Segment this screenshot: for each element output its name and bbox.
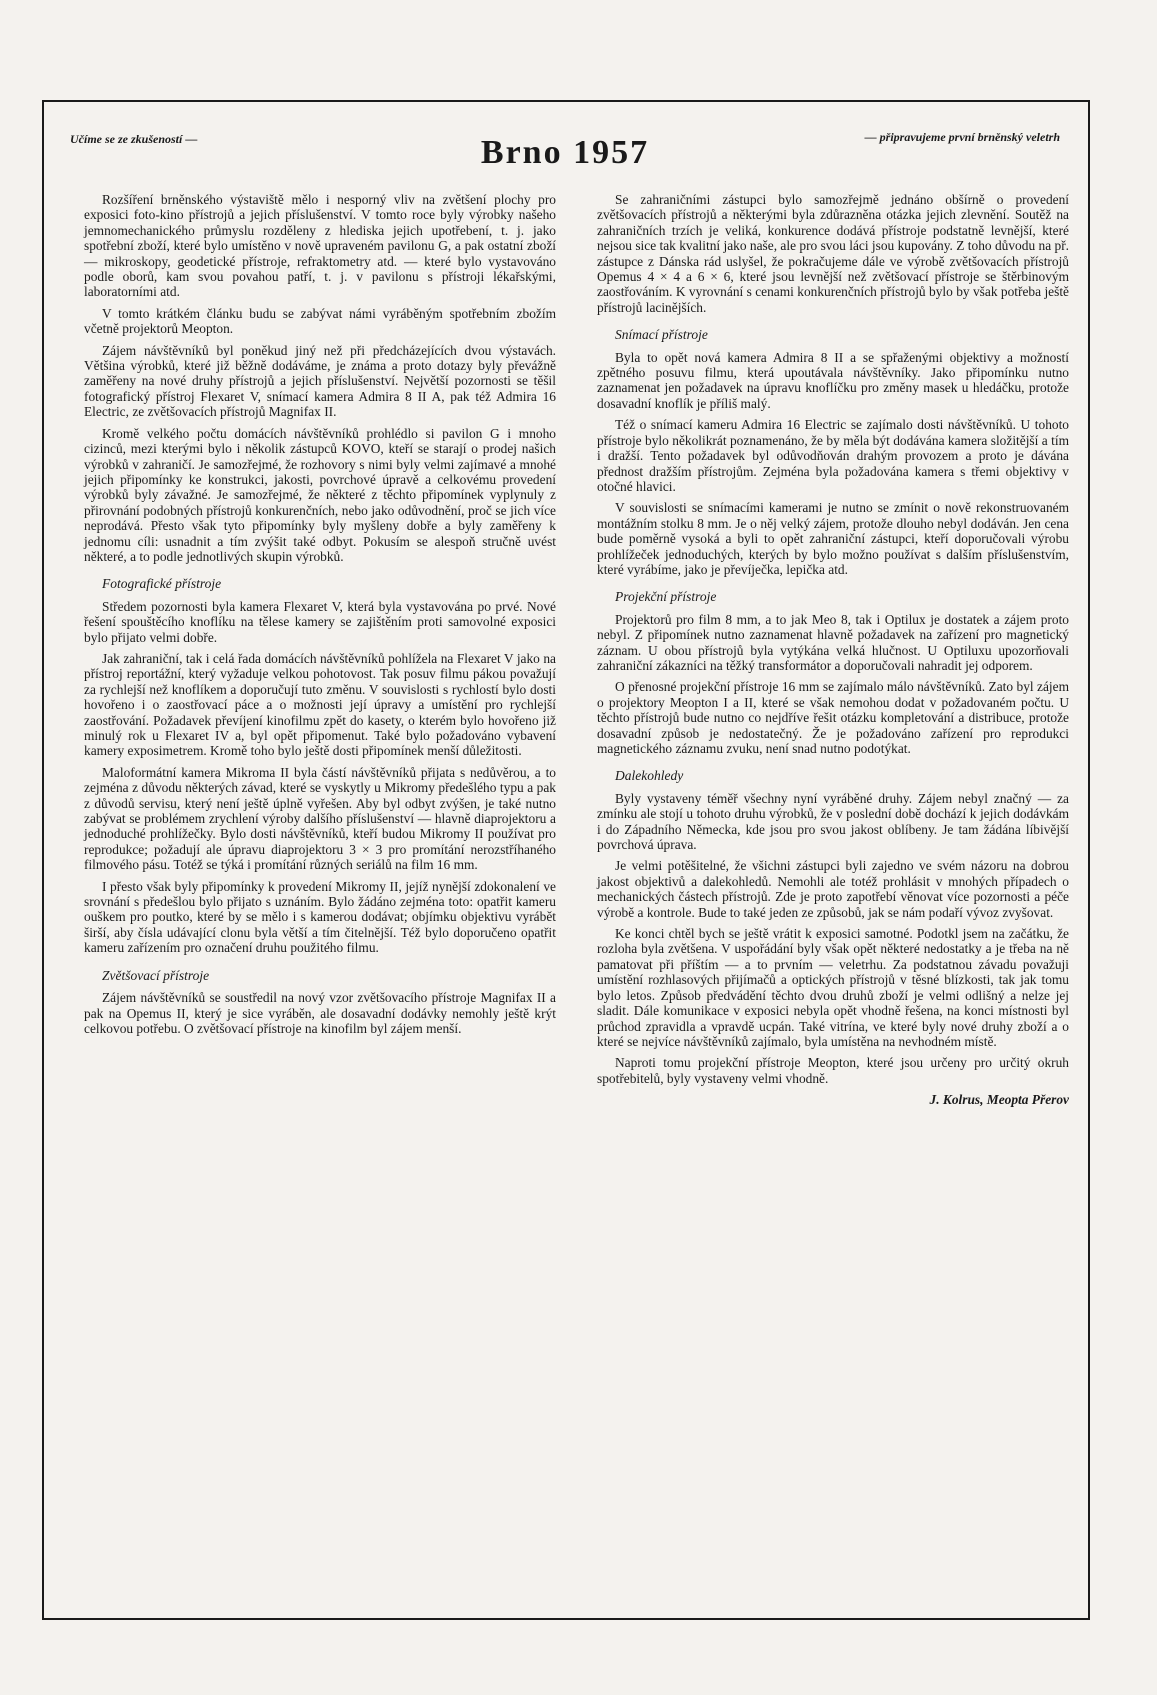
article-body xyxy=(84,192,1069,1597)
header-kicker-left: Učíme se ze zkušeností — xyxy=(70,132,198,146)
section-heading: Dalekohledy xyxy=(615,768,684,784)
author-signature: J. Kolrus, Meopta Přerov xyxy=(929,1092,1069,1108)
paragraph: Naproti tomu projekční přístroje Meopton, které jsou určeny pro určitý okruh spotřebitelů, byly vystaveny velmi vhodně. xyxy=(597,1055,1069,1086)
paragraph: Zájem návštěvníků se soustředil na nový vzor zvětšovacího přístroje Magnifax II a pak na Opemus II, který je sice vyráběn, ale dosavadní dodávky nemohly ještě krýt celkovou potřebu. O zvětšovací přístroje na kinofilm byl zájem menší. xyxy=(84,990,556,1036)
header-kicker-right: — připravujeme první brněnský veletrh xyxy=(864,130,1060,144)
paragraph: V tomto krátkém článku budu se zabývat námi vyráběným spotřebním zbožím včetně projektorů Meopton. xyxy=(84,305,556,337)
paragraph: Je velmi potěšitelné, že všichni zástupci byli zajedno ve svém názoru na dobrou jakost objektivů a dalekohledů. Nemohli ale totéž prohlásit v mnohých případech o mechanických částech přístrojů. Zde je proto zapotřebí věnovat více pozornosti a péče výrobě a kontrole. Bude to také jeden ze způsobů, jak se nám podaří vývoz zvyšovat. xyxy=(597,858,1069,920)
section-heading: Snímací přístroje xyxy=(615,327,708,343)
column-left xyxy=(84,192,556,1597)
paragraph: Ke konci chtěl bych se ještě vrátit k exposici samotné. Podotkl jsem na začátku, že rozloha byla zvětšena. V uspořádání byly však opět některé nedostatky a je třeba na ně pamatovat při příštím — a to prvním — veletrhu. Za podstatnou závadu považuji umístění rozhlasových přijímačů a optických přístrojů v těsné blízkosti, tak jak tomu bylo letos. Způsob předvádění těchto dvou druhů zboží je velmi odlišný a nelze jej sladit. Dále komunikace v exposici nebyla opět vhodně řešena, na konci místnosti byl průchod zpravidla a vpravdě ucpán. Také vitrína, ve které byly nové druhy zboží a o které se nejvíce návštěvníků zajímalo, byla umístěna na nevhodném místě. xyxy=(597,926,1069,1049)
section-heading: Fotografické přístroje xyxy=(102,576,222,592)
paragraph: Byla to opět nová kamera Admira 8 II a se spřaženými objektivy a možností zpětného posuvu filmu, která upoutávala návštěvníky. Jako připomínku nutno zaznamenat jen požadavek na úpravu knoflíčku pro změny masek u hledáčku, protože dosavadní knoflík je příliš malý. xyxy=(597,349,1069,411)
paragraph: Rozšíření brněnského výstaviště mělo i nesporný vliv na zvětšení plochy pro exposici foto-kino přístrojů a jejich příslušenství. V tomto roce byly výrobky našeho jemnomechanického průmyslu rozděleny z hlediska jejich upotřebení, t. j. jako spotřební zboží, které bylo umístěno v nově upraveném pavilonu G, a pak ostatní zboží — mikroskopy, geodetické přístroje, refraktometry atd. — které bylo vystavováno podle oborů, kam svou povahou patří, t. j. v pavilonu s přístroji lékařskými, laboratorními atd. xyxy=(84,192,556,300)
paragraph: V souvislosti se snímacími kamerami je nutno se zmínit o nově rekonstruovaném montážním stolku 8 mm. Je o něj velký zájem, protože dlouho nebyl dodáván. Jen cena bude poměrně vysoká a byli to opět zahraniční zástupci, kteří doporučovali výrobu prohlížeček jednoduchých, kterých by bylo možno používat s dalším příslušenstvím, které vyrábíme, jako je převíječka, lepička atd. xyxy=(597,500,1069,577)
paragraph: O přenosné projekční přístroje 16 mm se zajímalo málo návštěvníků. Zato byl zájem o projektory Meopton I a II, které se však nemohou dodat v požadovaném počtu. U těchto přístrojů bude nutno co nejdříve řešit otázku kompletování a distribuce, protože dosavadní způsob je nedostatečný. Že je požadováno zařízení pro reprodukci magnetického záznamu zvuku, není snad nutno podotýkat. xyxy=(597,679,1069,756)
paragraph: Se zahraničními zástupci bylo samozřejmě jednáno obšírně o provedení zvětšovacích přístrojů a některými byla zdůrazněna otázka jejich zlevnění. Soutěž na zahraničních trzích je veliká, konkurence dodává přístroje podstatně levnější, které nejsou sice tak kvalitní jako naše, ale pro svou láci jsou kupovány. Z toho důvodu na př. zástupce z Dánska rád uslyšel, že pokračujeme dále ve výrobě zvětšovacích přístrojů Opemus 4 × 4 a 6 × 6, které jsou levnější než zvětšovací přístroje se štěrbinovým zaostřováním. K vyrovnání s cenami konkurenčních přístrojů bylo by však potřeba ještě přístrojů lacinějších. xyxy=(597,192,1069,315)
paragraph: Středem pozornosti byla kamera Flexaret V, která byla vystavována po prvé. Nové řešení spouštěcího knoflíku na tělese kamery se zajištěním proti samovolné exposici bylo přijato velmi dobře. xyxy=(84,598,556,645)
paragraph: Též o snímací kameru Admira 16 Electric se zajímalo dosti návštěvníků. U tohoto přístroje bylo několikrát poznamenáno, že by měla být dodávána kamera složitější a tím i dražší. Tento požadavek byl odůvodňován drahým provozem a proto je dávána přednost dražším přístrojům. Zejména byla požadována kamera s třemi objektivy v otočné hlavici. xyxy=(597,417,1069,494)
column-right xyxy=(597,192,1069,1597)
section-heading: Projekční přístroje xyxy=(615,589,717,605)
paragraph: Zájem návštěvníků byl poněkud jiný než při předcházejících dvou výstavách. Většina výrobků, které již běžně dodáváme, je známa a proto dotazy byly převážně zaměřeny na nové druhy přístrojů a jejich příslušenství. Největší pozornosti se těšil fotografický přístroj Flexaret V, snímací kamera Admira 8 II A, pak též Admira 16 Electric, ze zvětšovacích přístrojů Magnifax II. xyxy=(84,342,556,420)
section-heading: Zvětšovací přístroje xyxy=(102,967,210,983)
paragraph: Byly vystaveny téměř všechny nyní vyráběné druhy. Zájem nebyl značný — za zmínku ale stojí u tohoto druhu výrobků, že v poslední době dochází k jejich dodávkám i do Západního Německa, kde jsou pro svou jakost oblíbeny. Je tam žádána líbivější povrchová úprava. xyxy=(597,790,1069,853)
article-title: Brno 1957 xyxy=(480,134,650,171)
paragraph: Kromě velkého počtu domácích návštěvníků prohlédlo si pavilon G i mnoho cizinců, mezi kterými bylo i několik zástupců KOVO, kteří se starají o prodej našich výrobků v zahraničí. Je samozřejmé, že rozhovory s nimi byly velmi zajímavé a mnohé jejich připomínky ke konstrukci, jakosti, povrchové úpravě a celkovému provedení výrobků byly závažné. Je samozřejmé, že některé z těchto připomínek vyplynuly z přirovnání podobných přístrojů konkurenčních, nebo jako odůvodnění, proč se jich více neprodává. Přesto však tyto připomínky byly myšleny dobře a byly zaměřeny k jednomu cíli: usnadnit a tím zvýšit také odbyt. Pokusím se alespoň stručně uvést některé, a to podle jednotlivých skupin výrobků. xyxy=(84,425,556,564)
paragraph: I přesto však byly připomínky k provedení Mikromy II, jejíž nynější zdokonalení ve srovnání s předešlou bylo přijato s uznáním. Bylo žádáno zejména toto: opatřit kameru ouškem pro poutko, které by se mělo i s kamerou dodávat; objímku objektivu vyrábět širší, aby čísla udávající clonu byla větší a tím čitelnější. Též bylo doporučeno opatřit kameru zařízením pro označení druhu použitého filmu. xyxy=(84,878,556,956)
article-header xyxy=(70,130,1060,180)
paragraph: Jak zahraniční, tak i celá řada domácích návštěvníků pohlížela na Flexaret V jako na přístroj reportážní, který vyžaduje velkou pohotovost. Tak posuv filmu pákou považují za rychlejší než knoflíkem a doporučují tuto změnu. V souvislosti s rychlostí bylo dosti hovořeno i o zaostřovací páce a o možnosti její úpravy a umístění pro rychlejší zaostřování. Požadavek převíjení kinofilmu zpět do kasety, o kterém bylo hovořeno již minulý rok u Flexaret IV a, byl opět připomenut. Také bylo požadováno vybavení kamery exposimetrem. Kromě toho bylo ještě dosti připomínek menší důležitosti. xyxy=(84,650,556,759)
paragraph: Projektorů pro film 8 mm, a to jak Meo 8, tak i Optilux je dostatek a zájem proto nebyl. Z připomínek nutno zaznamenat hlavně požadavek na zařízení pro magnetický záznam. U obou přístrojů byla vytýkána velká hlučnost. U Optiluxu upozorňovali zahraniční zákazníci na těžký transformátor a doporučovali nahradit jej odporem. xyxy=(597,611,1069,673)
paragraph: Maloformátní kamera Mikroma II byla částí návštěvníků přijata s nedůvěrou, a to zejména z důvodu některých závad, které se vyskytly u Mikromy předešlého typu a pak z důvodů servisu, který není ještě úplně vyřešen. Aby byl odbyt zvýšen, je také nutno zabývat se problémem zrychlení výroby dalšího příslušenství — hlavně diaprojektoru a jednoduché prohlížečky. Bylo dosti návštěvníků, kteří budou Mikromy II používat pro reprodukce; požadují ale úpravu diaprojektoru 3 × 3 pro promítání nerozstříhaného filmového pásu. Totéž se týká i promítání různých seriálů na film 16 mm. xyxy=(84,764,556,873)
